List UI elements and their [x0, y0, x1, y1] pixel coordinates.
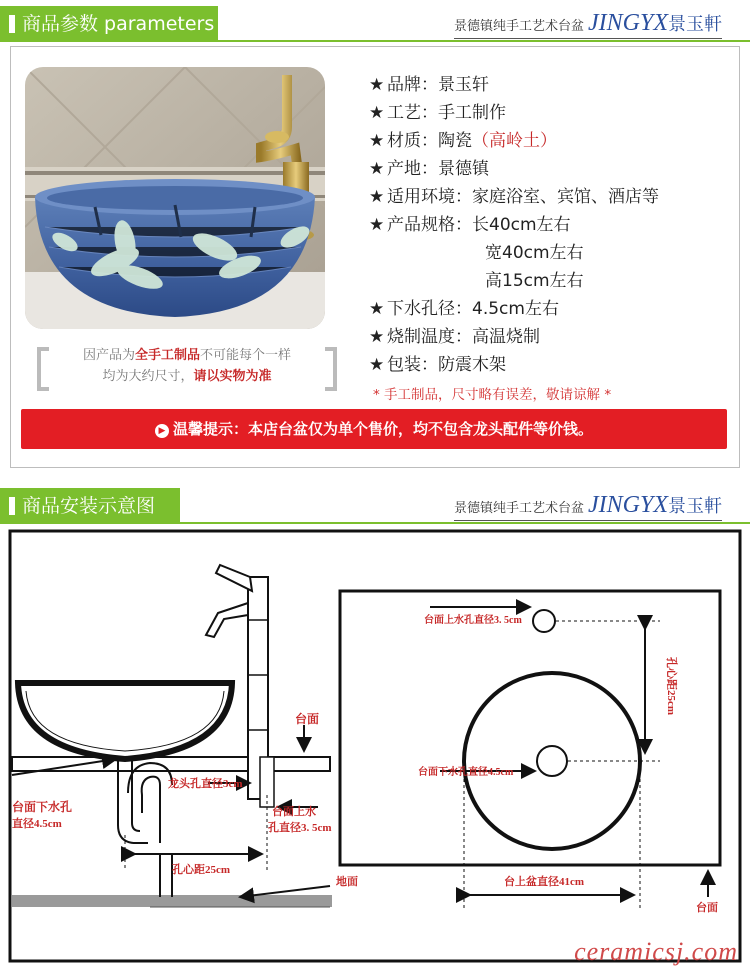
parameter-panel: [10, 46, 740, 468]
label-top-water-hole: 台面上水孔直径3. 5cm: [424, 615, 522, 626]
spec-label: 材质：: [387, 131, 438, 151]
note-text-2b: 请以实物为准: [193, 369, 272, 384]
spec-value: 景德镇: [438, 159, 489, 179]
spec-firing: [369, 323, 729, 351]
label-drain-hole-2: 直径4.5cm: [12, 818, 62, 830]
spec-size-width: [369, 239, 729, 267]
spec-size-height: [369, 267, 729, 295]
label-countertop-left: 台面: [295, 712, 320, 726]
label-bottom-drain: 台面下水孔直径4.5cm: [418, 767, 514, 778]
spec-label: 包装：: [387, 355, 438, 375]
label-faucet-hole: 龙头孔直径3cm: [168, 778, 243, 790]
section-title: 商品参数 parameters: [0, 6, 218, 42]
star-icon: ★: [369, 187, 385, 207]
section-header-parameters: [0, 6, 750, 42]
star-icon: ★: [369, 103, 385, 123]
star-icon: ★: [369, 75, 385, 95]
spec-origin: [369, 155, 729, 183]
section-divider: [0, 40, 750, 42]
spec-value: 防震木架: [438, 355, 506, 375]
section-divider: [0, 522, 750, 524]
section-header-installation: [0, 488, 750, 524]
label-countertop-right: 台面: [696, 902, 718, 914]
star-icon: ★: [369, 299, 385, 319]
spec-label: 品牌：: [387, 75, 438, 95]
brand-tagline: 景德镇纯手工艺术台盆: [453, 501, 584, 516]
spec-drain: [369, 295, 729, 323]
star-icon: ★: [369, 327, 385, 347]
product-photo: [25, 67, 325, 329]
brand-logo-cn: 景玉軒: [668, 496, 722, 517]
star-icon: ★: [369, 159, 385, 179]
spec-brand: [369, 71, 729, 99]
handmade-note: * 手工制品，尺寸略有误差，敬请谅解 *: [373, 387, 612, 403]
label-top-hole-2: 孔直径3. 5cm: [268, 822, 332, 834]
spec-craft: [369, 99, 729, 127]
spec-value: 手工制作: [438, 103, 506, 123]
spec-environment: [369, 183, 729, 211]
spec-label: 烧制温度：: [387, 327, 472, 347]
label-top-hole-1: 台面上水: [272, 806, 316, 818]
warning-banner: [21, 409, 727, 449]
spec-label: 工艺：: [387, 103, 438, 123]
warning-text: 温馨提示：本店台盆仅为单个售价，均不包含龙头配件等价钱。: [172, 420, 593, 438]
brand-logo: [454, 492, 722, 519]
spec-label: 产地：: [387, 159, 438, 179]
spec-extra: （高岭土）: [472, 131, 557, 151]
brand-tagline: 景德镇纯手工艺术台盆: [453, 19, 584, 34]
section-title: 商品安装示意图: [0, 488, 180, 524]
brand-logo-en: JINGYX: [588, 10, 668, 36]
spec-value: 高温烧制: [472, 327, 540, 347]
note-text-1c: 不可能每个一样: [200, 348, 292, 363]
star-icon: ★: [369, 355, 385, 375]
installation-diagram: [0, 525, 750, 971]
label-center-distance: 孔心距25cm: [172, 864, 231, 876]
note-text-1a: 因产品为: [82, 348, 135, 363]
photo-disclaimer: [37, 345, 337, 389]
spec-value: 宽40cm左右: [485, 243, 584, 263]
star-icon: ★: [369, 131, 385, 151]
star-icon: ★: [369, 215, 385, 235]
note-text-1b: 全手工制品: [134, 348, 200, 363]
watermark: ceramicsj.com: [574, 937, 738, 966]
spec-list: [369, 71, 729, 379]
play-icon: ▶: [155, 424, 169, 438]
brand-logo: [454, 10, 722, 37]
label-basin-diameter: 台上盆直径41cm: [504, 876, 585, 888]
spec-value: 高15cm左右: [485, 271, 584, 291]
label-drain-hole-1: 台面下水孔: [12, 800, 73, 814]
spec-value: 4.5cm左右: [472, 299, 559, 319]
spec-packaging: [369, 351, 729, 379]
spec-label: 适用环境：: [387, 187, 472, 207]
spec-value: 家庭浴室、宾馆、酒店等: [472, 187, 659, 207]
brand-logo-cn: 景玉軒: [668, 14, 722, 35]
spec-value: 陶瓷: [438, 131, 472, 151]
spec-label: 下水孔径：: [387, 299, 472, 319]
spec-value: 景玉轩: [438, 75, 489, 95]
spec-size: [369, 211, 729, 239]
label-floor: 地面: [336, 876, 358, 888]
spec-material: [369, 127, 729, 155]
spec-value: 长40cm左右: [472, 215, 571, 235]
label-center-distance-vertical: 孔心距25cm: [665, 657, 677, 716]
note-text-2a: 均为大约尺寸，: [102, 369, 194, 384]
brand-logo-en: JINGYX: [588, 492, 668, 518]
spec-label: 产品规格：: [387, 215, 472, 235]
